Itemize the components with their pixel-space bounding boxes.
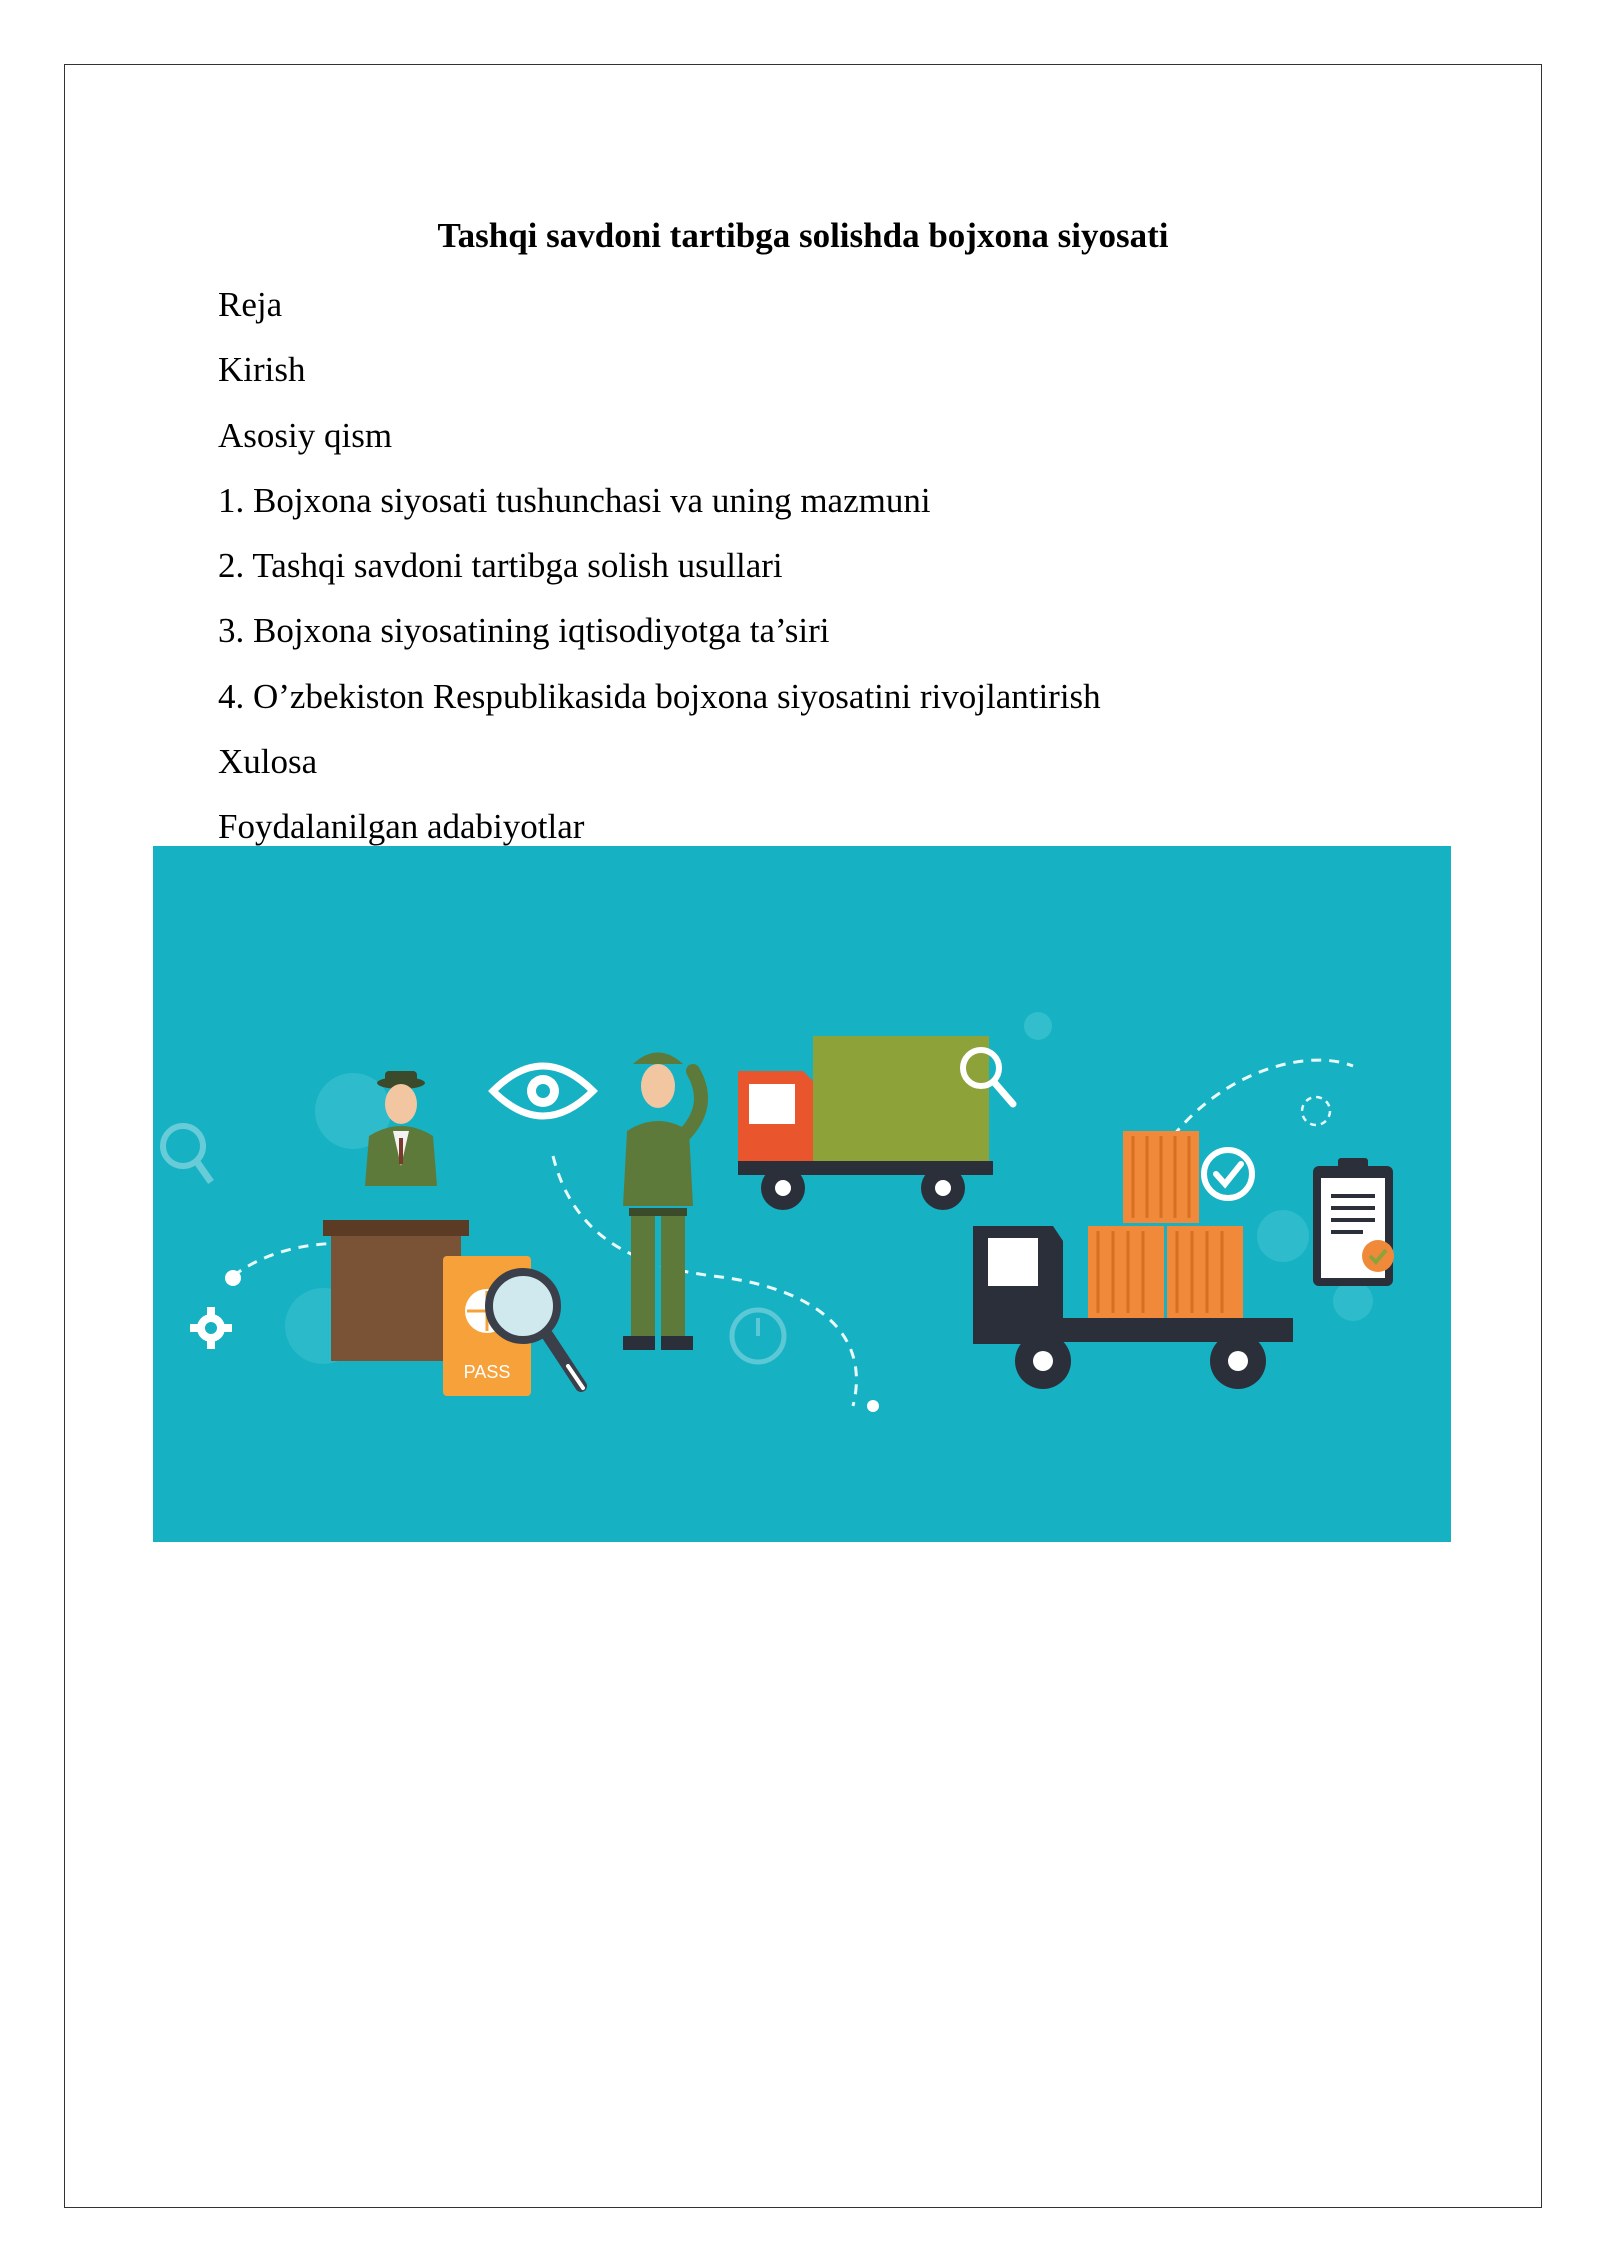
path-dot: [225, 1270, 241, 1286]
outline-item-section-3: 3. Bojxona siyosatining iqtisodiyotga ta’siri: [218, 611, 830, 651]
outline-item-section-2: 2. Tashqi savdoni tartibga solish usullari: [218, 546, 783, 586]
bg-circle: [1257, 1210, 1309, 1262]
path-dot: [867, 1400, 879, 1412]
outline-item-main-part: Asosiy qism: [218, 415, 393, 455]
document-title: Tashqi savdoni tartibga solishda bojxona siyosati: [437, 216, 1169, 255]
bg-circle: [1333, 1281, 1373, 1321]
outline-item-section-1: 1. Bojxona siyosati tushunchasi va uning mazmuni: [218, 480, 931, 520]
outline-item-plan: Reja: [218, 285, 283, 324]
outline-item-section-4: 4. O’zbekiston Respublikasida bojxona siyosatini rivojlantirish: [218, 676, 1101, 716]
customs-illustration: [153, 846, 1451, 1542]
outline-item-conclusion: Xulosa: [218, 742, 318, 782]
outline-item-introduction: Kirish: [218, 350, 306, 390]
passport-label: PASS: [463, 1362, 511, 1382]
document-outline: [218, 275, 1101, 863]
clipboard-icon: [1313, 1158, 1394, 1286]
outline-item-references: Foydalanilgan adabiyotlar: [218, 807, 585, 847]
bg-circle: [1024, 1012, 1052, 1040]
